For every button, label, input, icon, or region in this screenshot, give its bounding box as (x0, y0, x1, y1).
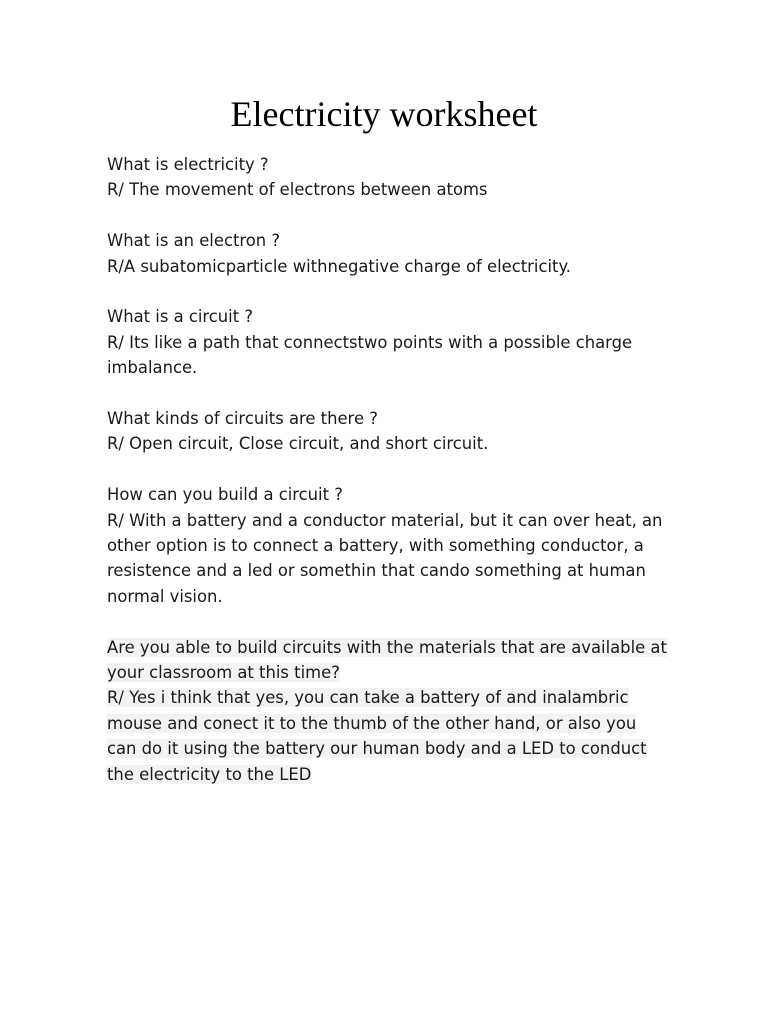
answer-text: R/ Open circuit, Close circuit, and short circuit. (107, 434, 489, 454)
qa-block-classroom-materials (107, 635, 687, 787)
answer-line (107, 711, 687, 736)
qa-block-electron (107, 228, 687, 279)
qa-block-circuit-kinds (107, 406, 687, 457)
qa-block-circuit (107, 304, 687, 380)
highlighted-answer-text: mouse and conect it to the thumb of the other hand, or also you (107, 713, 637, 733)
question-line (107, 635, 687, 660)
answer-line (107, 736, 687, 761)
answer-text: R/ With a battery and a conductor material, but it can over heat, an (107, 510, 663, 530)
question-text: What kinds of circuits are there ? (107, 409, 378, 429)
question-line (107, 660, 687, 685)
question-text: What is electricity ? (107, 155, 269, 174)
highlighted-answer-text: the electricity to the LED (107, 764, 312, 784)
answer-text: other option is to connect a battery, with something conductor, a (107, 536, 644, 556)
answer-text: R/ The movement of electrons between atoms (107, 180, 488, 200)
answer-line (107, 762, 687, 787)
answer-text: resistence and a led or somethin that cando something at human (107, 561, 646, 581)
question-text: What is a circuit ? (107, 307, 254, 327)
highlighted-question-text: Are you able to build circuits with the materials that are available at (107, 637, 667, 657)
highlighted-answer-text: R/ Yes i think that yes, you can take a battery of and inalambric (107, 688, 629, 708)
question-text: What is an electron ? (107, 231, 281, 251)
worksheet-title: Electricity worksheet (230, 94, 538, 134)
highlighted-answer-text: can do it using the battery our human body and a LED to conduct (107, 739, 647, 759)
highlighted-question-text: your classroom at this time? (107, 663, 340, 683)
answer-text: R/ Its like a path that connectstwo points with a possible charge (107, 332, 633, 352)
answer-text: normal vision. (107, 586, 223, 606)
answer-text: R/A subatomicparticle withnegative charge of electricity. (107, 256, 572, 276)
qa-block-electricity (107, 152, 687, 203)
answer-text: imbalance. (107, 358, 198, 378)
qa-block-build-circuit (107, 482, 687, 609)
worksheet-body (107, 152, 687, 812)
question-text: How can you build a circuit ? (107, 485, 343, 505)
answer-line (107, 685, 687, 710)
